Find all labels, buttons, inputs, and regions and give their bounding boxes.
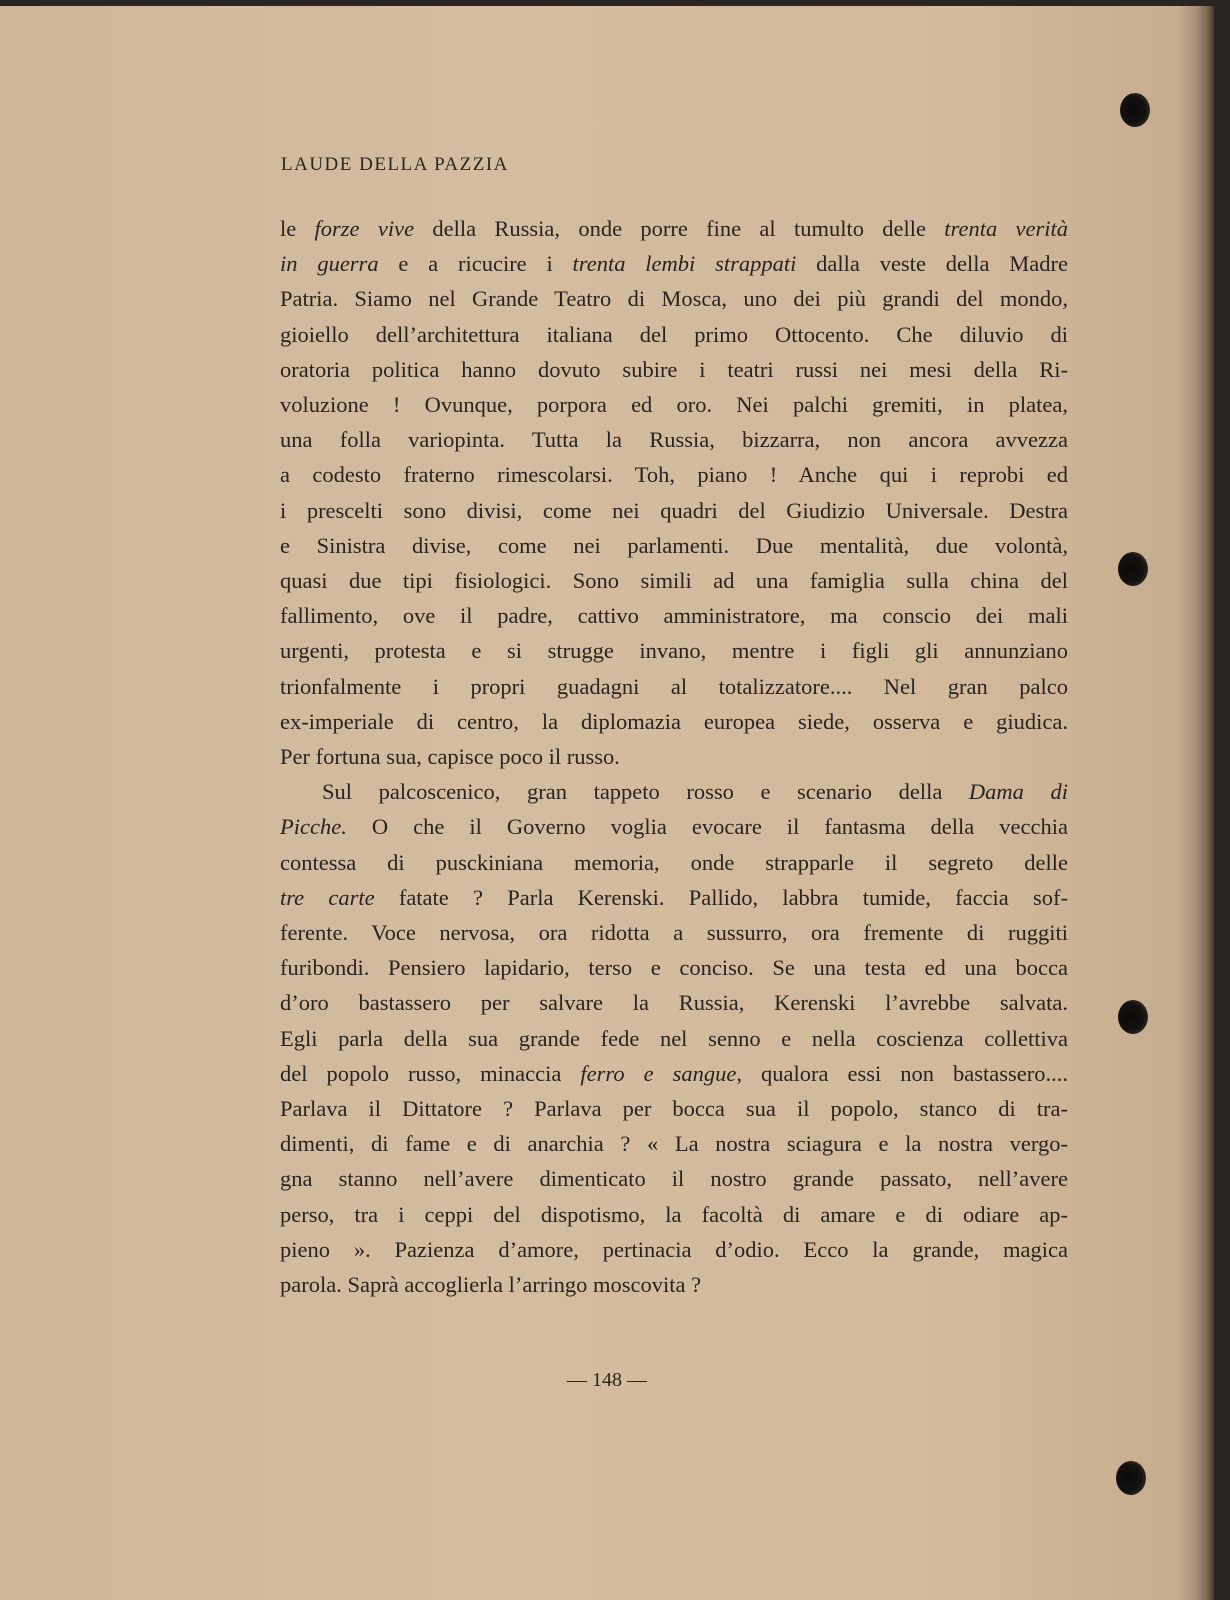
text-run: i prescelti sono divisi, come nei quadri del Giudizio Universale. Destra	[280, 497, 1068, 523]
text-run: d’oro bastassero per salvare la Russia, Kerenski l’avrebbe salvata.	[280, 990, 1068, 1016]
text-line	[280, 493, 1068, 528]
text-line	[280, 563, 1068, 598]
text-run: O che il Governo voglia evocare il fantasma della vecchia	[346, 814, 1068, 840]
text-line	[280, 1197, 1068, 1232]
text-run: le	[280, 216, 315, 241]
text-run: dalla veste della Madre	[796, 251, 1068, 277]
text-line	[280, 1232, 1068, 1267]
text-run: Egli parla della sua grande fede nel senno e nella coscienza collettiva	[280, 1025, 1068, 1051]
text-line	[280, 246, 1068, 281]
text-run: voluzione ! Ovunque, porpora ed oro. Nei palchi gremiti, in platea,	[280, 392, 1068, 418]
running-head: LAUDE DELLA PAZZIA	[281, 154, 509, 175]
text-line	[280, 422, 1068, 457]
text-line	[280, 950, 1068, 985]
text-run: gioiello dell’architettura italiana del primo Ottocento. Che diluvio di	[280, 321, 1068, 347]
text-run: parola. Saprà accoglierla l’arringo moscovita ?	[280, 1272, 702, 1298]
italic-phrase: Dama di	[968, 779, 1069, 805]
text-line	[280, 1161, 1068, 1196]
text-run: della Russia, onde porre fine al tumulto delle	[414, 216, 945, 241]
text-run: dimenti, di fame e di anarchia ? « La nostra sciagura e la nostra vergo-	[280, 1131, 1068, 1157]
text-line	[280, 1021, 1068, 1056]
text-line	[280, 985, 1068, 1020]
text-run: e a ricucire i	[378, 251, 573, 277]
italic-phrase: Picche.	[280, 814, 347, 840]
text-run: Patria. Siamo nel Grande Teatro di Mosca, uno dei più grandi del mondo,	[280, 286, 1068, 312]
text-run: furibondi. Pensiero lapidario, terso e conciso. Se una testa ed una bocca	[280, 955, 1068, 981]
text-run: urgenti, protesta e si strugge invano, mentre i figli gli annunziano	[280, 638, 1068, 664]
text-run: Parlava il Dittatore ? Parlava per bocca sua il popolo, stanco di tra-	[280, 1096, 1068, 1122]
punch-hole	[1120, 93, 1150, 127]
text-run: fatate ? Parla Kerenski. Pallido, labbra tumide, faccia sof-	[374, 884, 1068, 910]
text-line	[280, 528, 1068, 563]
text-line	[280, 457, 1068, 492]
text-run: a codesto fraterno rimescolarsi. Toh, piano ! Anche qui i reprobi ed	[280, 462, 1068, 488]
text-line	[280, 317, 1068, 352]
text-run: e Sinistra divise, come nei parlamenti. Due mentalità, due volontà,	[280, 532, 1068, 558]
italic-phrase: trenta lembi strappati	[572, 251, 797, 277]
text-run: Sul palcoscenico, gran tappeto rosso e scenario della	[322, 779, 969, 805]
text-line	[280, 211, 1068, 246]
punch-hole	[1118, 1000, 1148, 1034]
text-run: ex-imperiale di centro, la diplomazia europea siede, osserva e giudica.	[280, 708, 1068, 734]
text-run: gna stanno nell’avere dimenticato il nostro grande passato, nell’avere	[280, 1166, 1068, 1192]
text-line	[280, 1091, 1068, 1126]
text-line	[280, 669, 1068, 704]
text-run: ferente. Voce nervosa, ora ridotta a sussurro, ora fremente di ruggiti	[280, 920, 1068, 946]
text-line	[280, 1056, 1068, 1091]
italic-phrase: in guerra	[280, 251, 379, 277]
text-line	[280, 387, 1068, 422]
page-edge-shadow	[1196, 6, 1214, 1600]
punch-hole	[1116, 1461, 1146, 1495]
italic-phrase: tre carte	[280, 884, 375, 910]
text-line	[280, 704, 1068, 739]
text-run: contessa di pusckiniana memoria, onde strapparle il segreto delle	[280, 849, 1068, 875]
text-run: Per fortuna sua, capisce poco il russo.	[280, 744, 620, 770]
text-line	[280, 1126, 1068, 1161]
body-text	[280, 211, 1068, 1302]
text-line	[280, 774, 1068, 809]
text-line	[280, 633, 1068, 668]
text-line	[280, 809, 1068, 844]
text-run: del popolo russo, minaccia	[280, 1060, 581, 1086]
text-line	[280, 880, 1068, 915]
text-run: , qualora essi non bastassero....	[736, 1060, 1068, 1086]
text-line	[280, 598, 1068, 633]
text-run: trionfalmente i propri guadagni al totalizzatore.... Nel gran palco	[280, 673, 1068, 699]
italic-phrase: forze vive	[314, 216, 415, 241]
page-number: — 148 —	[567, 1369, 647, 1391]
text-line	[280, 915, 1068, 950]
text-run: oratoria politica hanno dovuto subire i teatri russi nei mesi della Ri-	[280, 356, 1068, 382]
text-line	[280, 739, 1068, 774]
text-run: quasi due tipi fisiologici. Sono simili ad una famiglia sulla china del	[280, 568, 1068, 594]
text-line	[280, 1267, 1068, 1302]
text-run: una folla variopinta. Tutta la Russia, bizzarra, non ancora avvezza	[280, 427, 1068, 453]
text-line	[280, 845, 1068, 880]
text-run: fallimento, ove il padre, cattivo amministratore, ma conscio dei mali	[280, 603, 1068, 629]
book-page	[0, 6, 1214, 1600]
italic-phrase: ferro e sangue	[580, 1060, 737, 1086]
punch-hole	[1118, 552, 1148, 586]
text-run: perso, tra i ceppi del dispotismo, la facoltà di amare e di odiare ap-	[280, 1201, 1068, 1227]
italic-phrase: trenta verità	[944, 216, 1068, 241]
text-line	[280, 352, 1068, 387]
text-run: pieno ». Pazienza d’amore, pertinacia d’odio. Ecco la grande, magica	[280, 1236, 1068, 1262]
text-line	[280, 281, 1068, 316]
